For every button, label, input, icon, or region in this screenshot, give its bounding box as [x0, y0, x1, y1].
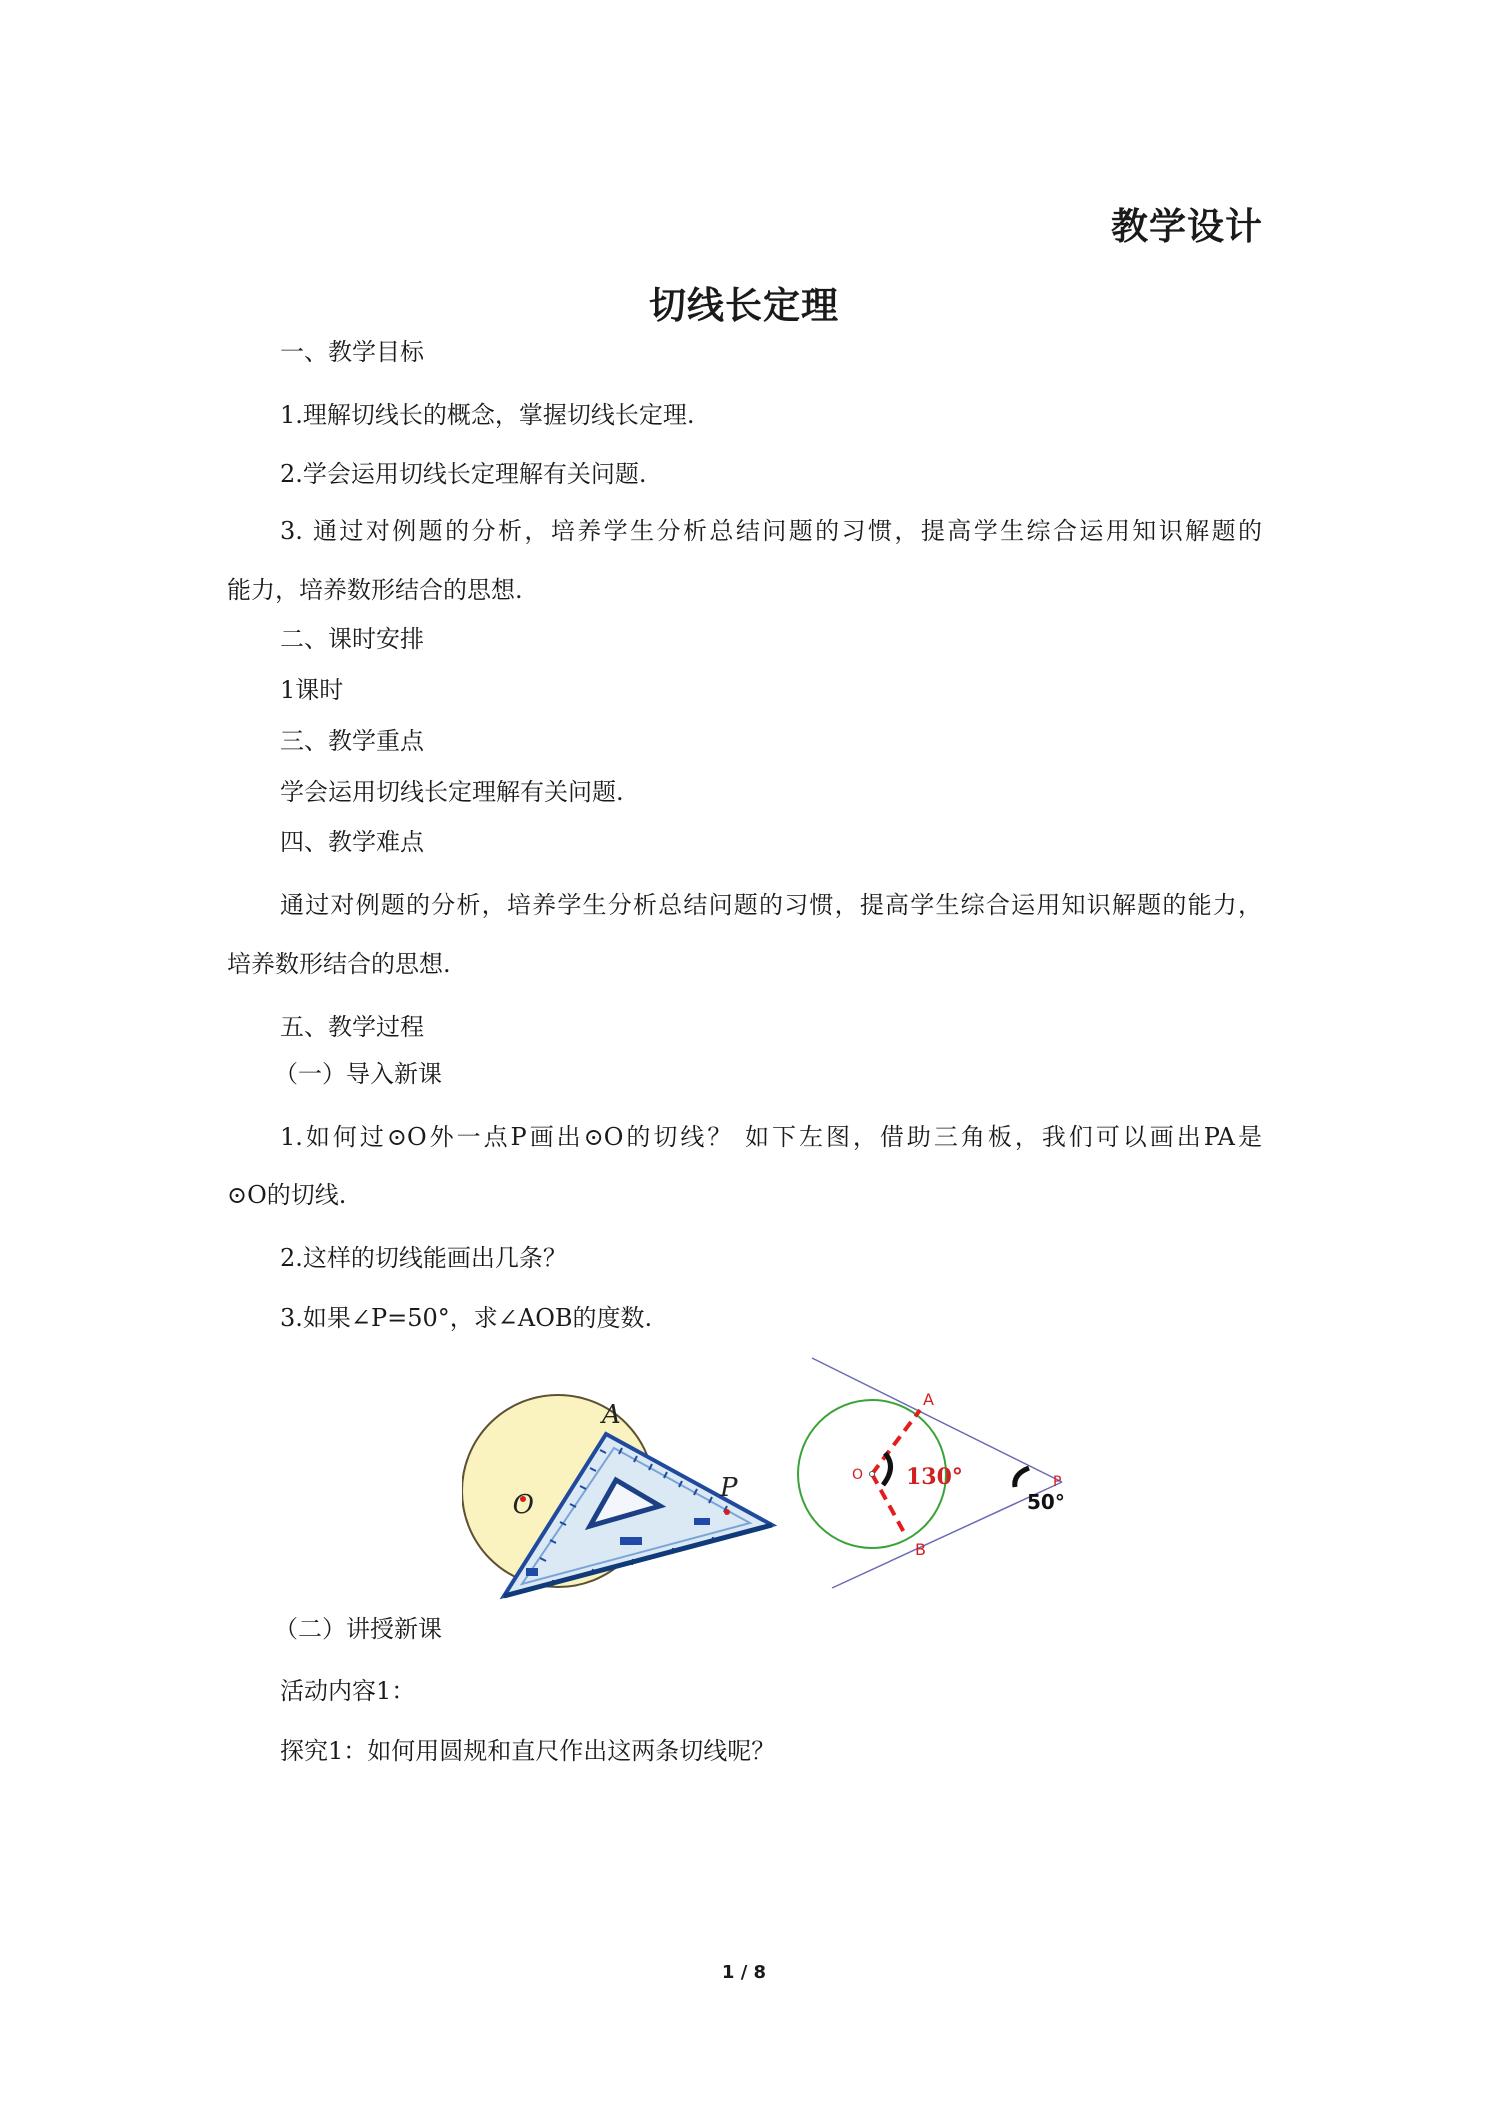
section-heading-goals: 一、教学目标 [280, 338, 424, 366]
section-heading-process: 五、教学过程 [280, 1013, 424, 1041]
section-heading-schedule: 二、课时安排 [280, 625, 424, 653]
subsection-heading: （二）讲授新课 [274, 1615, 442, 1643]
point-label-o: O [512, 1490, 534, 1520]
paragraph: 2.学会运用切线长定理解有关问题. [280, 460, 647, 488]
paragraph: 能力，培养数形结合的思想. [227, 576, 523, 604]
point-label-p: P [720, 1473, 738, 1503]
paragraph: 培养数形结合的思想. [227, 950, 451, 978]
paragraph: 3. 通过对例题的分析，培养学生分析总结问题的习惯，提高学生综合运用知识解题的 [280, 517, 1262, 545]
paragraph: 1课时 [280, 676, 344, 704]
point-label-a: A [923, 1390, 934, 1409]
paragraph: 探究1：如何用圆规和直尺作出这两条切线呢？ [280, 1737, 776, 1765]
angle-label-aob: 130° [906, 1464, 963, 1490]
paragraph: 活动内容1： [280, 1677, 416, 1705]
tangent-ruler-figure [462, 1390, 777, 1600]
angle-label-p: 50° [1027, 1490, 1065, 1514]
paragraph: 1.理解切线长的概念，掌握切线长定理. [280, 401, 695, 429]
paragraph: 2.这样的切线能画出几条？ [280, 1244, 567, 1272]
page-number: 1 / 8 [721, 1962, 767, 1983]
paragraph: 3.如果∠P=50°，求∠AOB的度数. [280, 1304, 653, 1332]
point-label-p: P [1053, 1474, 1062, 1490]
paragraph: ⊙O的切线. [227, 1181, 347, 1209]
section-heading-difficulties: 四、教学难点 [280, 828, 424, 856]
paragraph: 通过对例题的分析，培养学生分析总结问题的习惯，提高学生综合运用知识解题的能力， [280, 891, 1262, 919]
document-header: 教学设计 [1111, 205, 1263, 248]
subsection-heading: （一）导入新课 [274, 1060, 442, 1088]
paragraph: 学会运用切线长定理解有关问题. [280, 778, 624, 806]
point-label-b: B [915, 1540, 926, 1559]
tangent-angle-figure [785, 1355, 1085, 1600]
paragraph: 1.如何过⊙O外一点P画出⊙O的切线？ 如下左图，借助三角板，我们可以画出PA是 [280, 1123, 1262, 1151]
section-heading-key-points: 三、教学重点 [280, 727, 424, 755]
document-title: 切线长定理 [649, 284, 839, 327]
point-label-a: A [602, 1400, 621, 1430]
point-label-o: O [851, 1467, 863, 1483]
